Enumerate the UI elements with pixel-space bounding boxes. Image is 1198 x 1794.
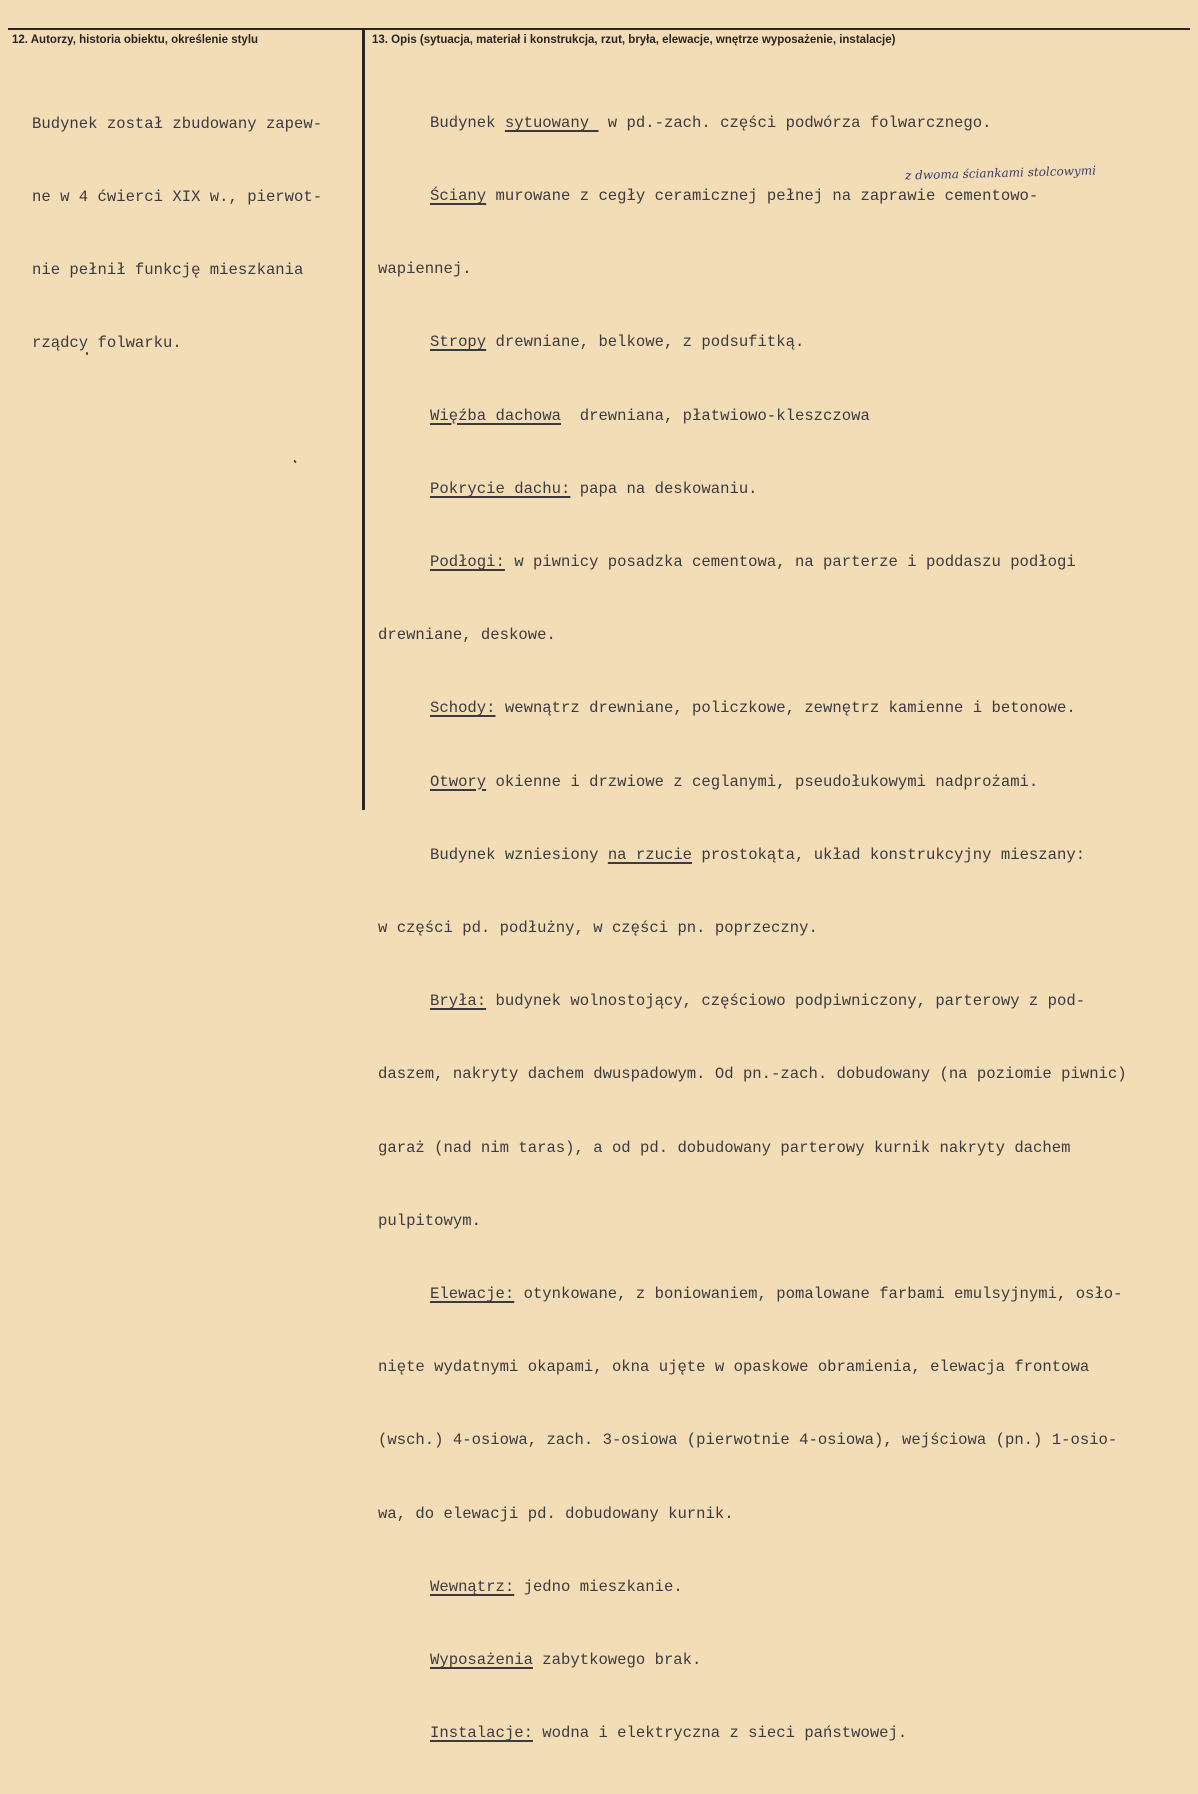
desc-heading: Ściany [430,187,487,206]
desc-text: drewniane, belkowe, z podsufitką. [486,333,805,352]
desc-heading: na rzucie [607,845,693,864]
desc-line-plan [378,843,1127,867]
desc-text: wewnątrz drewniane, policzkowe, zewnętrz kamienne i betonowe. [495,699,1076,718]
desc-text: garaż (nad nim taras), a od pd. dobudowany parterowy kurnik nakryty dachem [378,1138,1071,1157]
desc-heading: Elewacje: [430,1285,515,1304]
column-divider [362,28,365,810]
history-line: rządcy folwarku. [32,334,182,353]
desc-line-massing-cont [378,1209,1127,1233]
section-12-header: 12. Autorzy, historia obiektu, określenie stylu [12,34,259,46]
desc-heading: Schody: [430,699,496,718]
paper-speck [293,460,296,464]
desc-text: pulpitowym. [378,1211,481,1230]
desc-text: prostokąta, układ konstrukcyjny mieszany: [692,845,1086,864]
desc-text: zabytkowego brak. [532,1651,702,1670]
desc-heading: sytuowany [504,113,599,132]
paper-speck [86,352,88,355]
description-text [378,62,1127,1794]
desc-text: drewniana, płatwiowo-kleszczowa [561,406,870,425]
desc-text: jedno mieszkanie. [514,1577,683,1596]
desc-heading: Podłogi: [430,553,505,572]
desc-line-floors-cont [378,623,1127,647]
desc-text: murowane z cegły ceramicznej pełnej na zaprawie cementowo- [486,187,1039,206]
desc-text: papa na deskowaniu. [570,479,758,498]
desc-heading: Otwory [430,772,487,791]
history-text [32,63,322,405]
section-13-header: 13. Opis (sytuacja, materiał i konstrukcja, rzut, bryła, elewacje, wnętrze wyposażenie, instalacje) [372,34,896,46]
desc-heading: Więźba dachowa [430,406,562,425]
desc-text: nięte wydatnymi okapami, okna ujęte w opaskowe obramienia, elewacja frontowa [378,1358,1090,1377]
history-line: nie pełnił funkcję mieszkania [32,261,304,280]
desc-text: wa, do elewacji pd. dobudowany kurnik. [378,1504,734,1523]
desc-heading: Bryła: [430,992,487,1011]
desc-text: drewniane, deskowe. [378,626,556,645]
desc-line-location [378,111,1127,135]
history-line: ne w 4 ćwierci XIX w., pierwot- [32,188,323,207]
desc-line-ceilings [378,330,1127,354]
desc-line-openings [378,770,1127,794]
desc-text: Budynek [430,113,505,132]
desc-line-facades-cont [378,1428,1127,1452]
desc-line-stairs [378,696,1127,720]
desc-text: w części pd. podłużny, w części pn. poprzeczny. [378,919,818,938]
desc-text: w piwnicy posadzka cementowa, na parterze i poddaszu podłogi [504,553,1076,572]
desc-line-facades [378,1282,1127,1306]
desc-line-roof-truss [378,404,1127,428]
desc-line-roofing [378,477,1127,501]
desc-line-equipment [378,1648,1127,1672]
desc-text: wodna i elektryczna z sieci państwowej. [532,1724,908,1743]
desc-line-facades-cont [378,1355,1127,1379]
desc-text: (wsch.) 4-osiowa, zach. 3-osiowa (pierwotnie 4-osiowa), wejściowa (pn.) 1-osio- [378,1431,1118,1450]
desc-text: okienne i drzwiowe z ceglanymi, pseudołukowymi nadprożami. [486,772,1039,791]
top-rule [8,28,1190,30]
desc-line-floors [378,550,1127,574]
desc-text: w pd.-zach. części podwórza folwarcznego. [598,113,992,132]
history-line: Budynek został zbudowany zapew- [32,114,323,133]
desc-line-walls-cont [378,257,1127,281]
desc-heading: Instalacje: [430,1724,533,1743]
desc-line-plan-cont [378,916,1127,940]
desc-line-facades-cont [378,1502,1127,1526]
desc-line-installations [378,1721,1127,1745]
desc-line-interior [378,1575,1127,1599]
desc-text: budynek wolnostojący, częściowo podpiwniczony, parterowy z pod- [486,992,1086,1011]
desc-line-massing-cont [378,1136,1127,1160]
desc-heading: Stropy [430,333,487,352]
desc-text: Budynek wzniesiony [430,845,608,864]
desc-heading: Wyposażenia [430,1651,533,1670]
desc-line-walls [378,184,1127,208]
desc-text: daszem, nakryty dachem dwuspadowym. Od pn.-zach. dobudowany (na poziomie piwnic) [378,1065,1127,1084]
desc-line-massing-cont [378,1062,1127,1086]
desc-heading: Wewnątrz: [430,1577,515,1596]
desc-line-massing [378,989,1127,1013]
handwritten-annotation: z dwoma ściankami stolcowymi [904,163,1097,183]
desc-heading: Pokrycie dachu: [430,479,571,498]
desc-text: wapiennej. [378,260,472,279]
desc-text: otynkowane, z boniowaniem, pomalowane farbami emulsyjnymi, osło- [514,1285,1123,1304]
